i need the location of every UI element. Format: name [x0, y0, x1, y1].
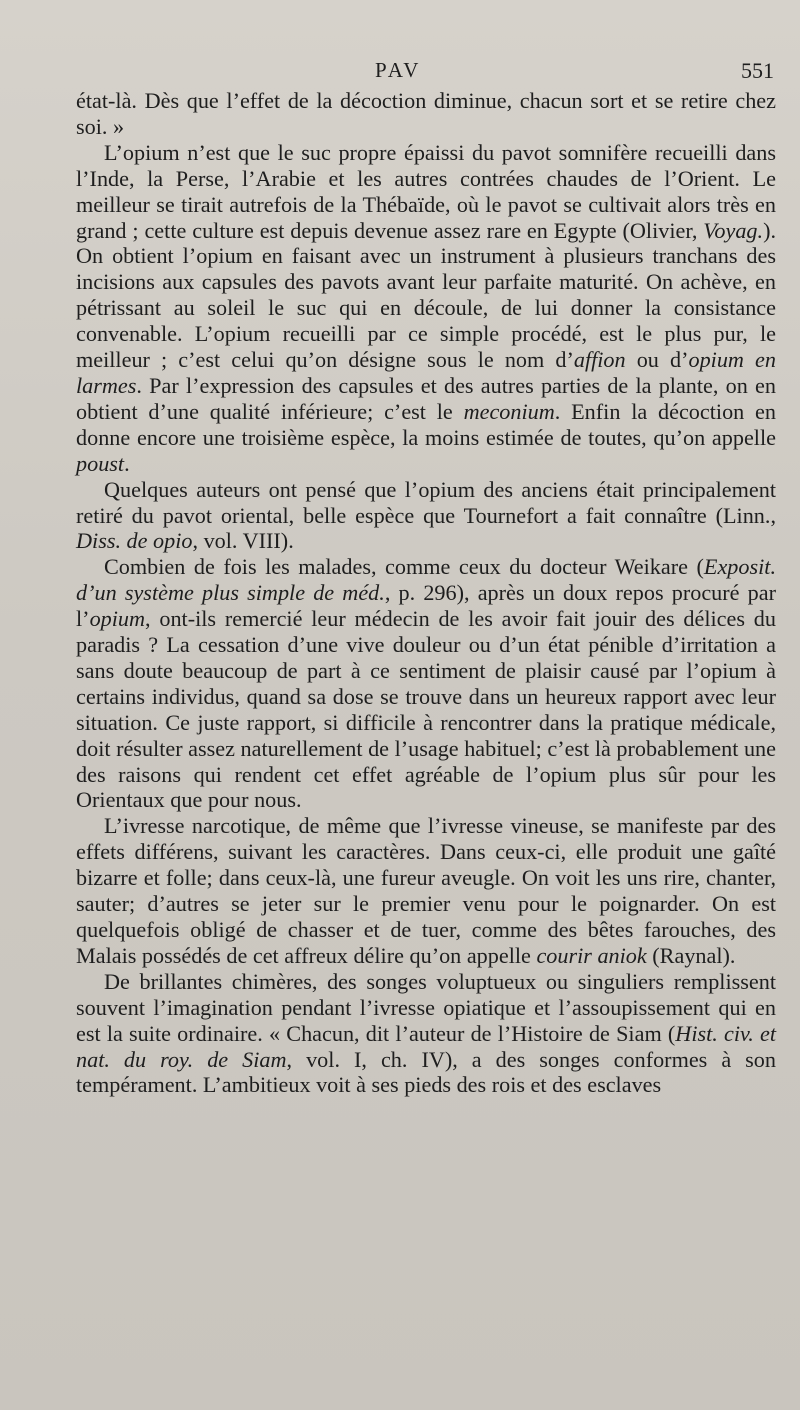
text-run: De brillantes chimères, des songes voluptueux ou singuliers remplissent souvent l’imagination pendant l’ivresse opiatique et l’assoupissement qui en est la suite ordinaire. « Chacun, dit l’auteur de l’Histoire de Siam (: [76, 968, 776, 1046]
page-header: [0, 58, 800, 92]
paragraph: [76, 554, 776, 813]
text-run: . Enfin la décoction en donne encore une troisième espèce, la moins estimée de toutes, qu’on appelle: [76, 398, 776, 450]
text-run: , vol. VIII).: [192, 528, 294, 554]
text-run: ). On obtient l’opium en faisant avec un instrument à plusieurs tranchans des incisions aux capsules des pavots avant leur parfaite maturité. On achève, en pétrissant au soleil le suc qui en découle, de lui donner la consistance convenable. L’opium recueilli par ce simple procédé, est le plus pur, le meilleur ; c’est celui qu’on désigne sous le nom d’: [76, 217, 776, 373]
italic-run: meconium: [463, 398, 555, 424]
paragraph: [76, 969, 776, 1099]
text-run: Quelques auteurs ont pensé que l’opium des anciens était principalement retiré du pavot oriental, belle espèce que Tournefort a fait connaître (Linn.,: [76, 476, 776, 528]
italic-run: Voyag.: [703, 217, 764, 243]
italic-run: opium: [89, 606, 146, 632]
italic-run: opium en larmes: [76, 347, 776, 398]
text-run: ou d’: [625, 347, 689, 373]
italic-run: Exposit. d’un système plus simple de méd.: [76, 554, 776, 606]
text-run: L’opium n’est que le suc propre épaissi du pavot somnifère recueilli dans l’Inde, la Perse, l’Arabie et les autres contrées chaudes de l’Orient. Le meilleur se tirait autrefois de la Thébaïde, où le pavot se cultivait alors très en grand ; cette culture est depuis devenue assez rare en Egypte (Olivier,: [76, 139, 776, 243]
paragraph: [76, 140, 776, 477]
text-run: , ont-ils remercié leur médecin de les avoir fait jouir des délices du paradis ? La cessation d’une vive douleur ou d’un état pénible d’irritation a sans doute beaucoup de part à ce sentiment de plaisir causé par l’opium à certains individus, quand sa dose se trouve dans un heureux rapport avec leur situation. Ce juste rapport, si difficile à rencontrer dans la pratique médicale, doit résulter assez naturellement de l’usage habituel; c’est là probablement une des raisons qui rendent cet effet agréable de l’opium plus sûr pour les Orientaux que pour nous.: [76, 606, 776, 813]
text-run: . Par l’expression des capsules et des autres parties de la plante, on en obtient d’une qualité inférieure; c’est le: [76, 372, 776, 424]
text-run: (Raynal).: [646, 942, 736, 968]
running-head: PAV: [375, 58, 422, 82]
italic-run: Hist. civ. et nat. du roy. de Siam: [76, 1020, 776, 1072]
text-run: , p. 296), après un doux repos procuré par l’: [76, 580, 776, 632]
paragraph: [76, 477, 776, 555]
text-run: , vol. I, ch. IV), a des songes conformes à son tempérament. L’ambitieux voit à ses pieds des rois et des esclaves: [76, 1046, 776, 1098]
italic-run: poust: [76, 450, 125, 476]
text-run: Combien de fois les malades, comme ceux du docteur Weikare (: [104, 554, 704, 580]
paragraph: [76, 88, 776, 140]
text-run: .: [124, 450, 130, 476]
body-text: [76, 88, 776, 1098]
text-run: L’ivresse narcotique, de même que l’ivresse vineuse, se manifeste par des effets différens, suivant les caractères. Dans ceux-ci, elle produit une gaîté bizarre et folle; dans ceux-là, une fureur aveugle. On voit les uns rire, chanter, sauter; d’autres se jeter sur le premier venu pour le poignarder. On est quelquefois obligé de chasser et de tuer, comme des bêtes farouches, des Malais possédés de cet affreux délire qu’on appelle: [76, 813, 776, 968]
italic-run: affion: [573, 347, 626, 373]
page-number: 551: [741, 58, 774, 83]
italic-run: courir aniok: [536, 942, 647, 968]
italic-run: Diss. de opio: [76, 528, 193, 554]
text-run: état-là. Dès que l’effet de la décoction diminue, chacun sort et se retire chez soi. »: [76, 88, 776, 139]
paragraph: [76, 813, 776, 968]
